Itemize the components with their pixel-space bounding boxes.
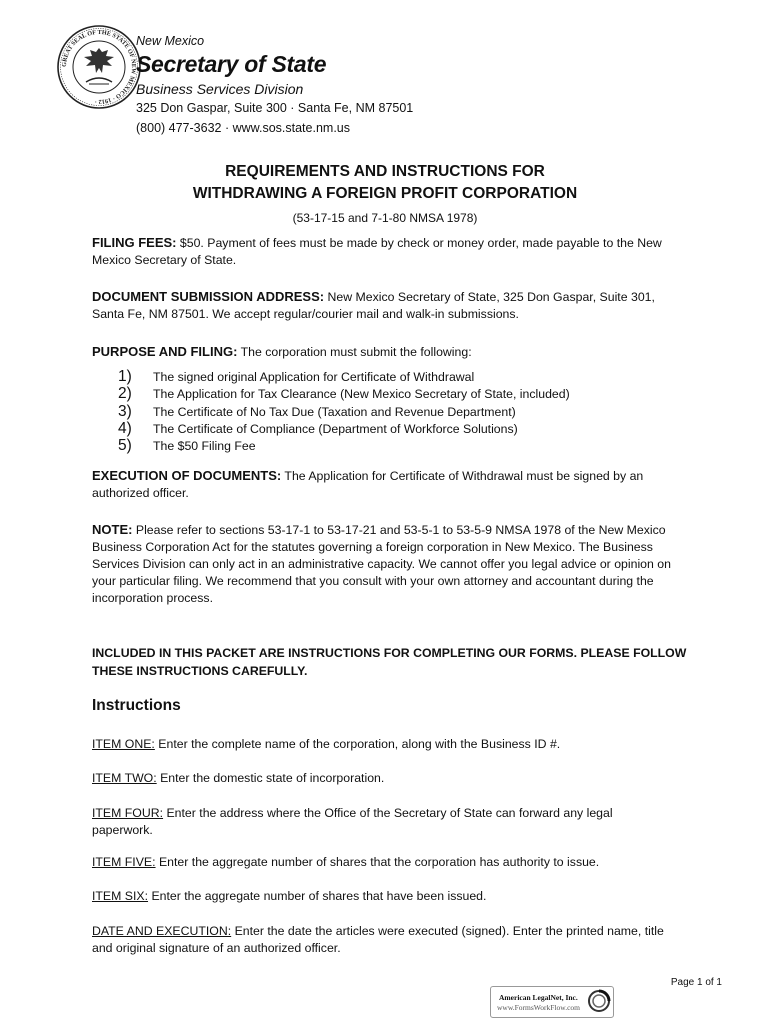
instruction-text: Enter the aggregate number of shares that the corporation has authority to issue. — [155, 855, 600, 869]
instruction-item — [92, 805, 632, 839]
office-contact: (800) 477-3632 · www.sos.state.nm.us — [136, 121, 350, 135]
execution-label: EXECUTION OF DOCUMENTS: — [92, 468, 282, 483]
division-name: Business Services Division — [136, 81, 304, 97]
filing-fees-paragraph — [92, 234, 682, 269]
publisher-url[interactable]: www.FormsWorkFlow.com — [497, 1003, 581, 1012]
list-item — [118, 403, 678, 420]
list-item — [118, 368, 678, 385]
instruction-text: Enter the address where the Office of the Secretary of State can forward any legal paperwork. — [92, 806, 613, 837]
purpose-paragraph — [92, 343, 682, 361]
instruction-item — [92, 736, 692, 753]
instruction-item — [92, 923, 687, 957]
publisher-stamp — [490, 986, 614, 1018]
letterhead — [136, 33, 413, 138]
purpose-text: The corporation must submit the following: — [237, 345, 472, 359]
document-title-line-2: WITHDRAWING A FOREIGN PROFIT CORPORATION — [192, 185, 578, 202]
instructions-heading: Instructions — [92, 697, 181, 714]
list-item — [118, 420, 678, 437]
instruction-item — [92, 770, 692, 787]
instruction-text: Enter the date the articles were executed (signed). Enter the printed name, title and original signature of an authorized officer. — [92, 924, 664, 955]
submission-address-label: DOCUMENT SUBMISSION ADDRESS: — [92, 289, 325, 304]
publisher-name: American LegalNet, Inc. — [499, 993, 578, 1002]
list-item-number: 2) — [118, 385, 132, 403]
great-seal-of-new-mexico-icon — [56, 24, 142, 110]
note-paragraph — [92, 521, 682, 607]
page-number: Page 1 of 1 — [670, 977, 722, 988]
packet-notice: INCLUDED IN THIS PACKET ARE INSTRUCTIONS FOR COMPLETING OUR FORMS. PLEASE FOLLOW THESE INSTRUCTIONS CAREFULLY. — [92, 646, 687, 678]
instruction-text: Enter the complete name of the corporation, along with the Business ID #. — [154, 737, 561, 751]
list-item — [118, 385, 678, 402]
note-text: Please refer to sections 53-17-1 to 53-17-21 and 53-5-1 to 53-5-9 NMSA 1978 of the New Mexico Business Corporation Act for the statutes governing a foreign corporation in New Mexico. The Business Services Division can only act in an administrative capacity. We cannot offer you legal advice or opinion on your particular filing. We recommend that you consult with your own attorney and accountant during the incorporation process. — [92, 523, 671, 605]
purpose-label: PURPOSE AND FILING: — [92, 344, 238, 359]
list-item-text: The Application for Tax Clearance (New Mexico Secretary of State, included) — [153, 387, 570, 402]
filing-fees-label: FILING FEES: — [92, 235, 177, 250]
instruction-label: ITEM TWO: — [92, 771, 157, 785]
instruction-text: Enter the domestic state of incorporation. — [156, 771, 385, 785]
instruction-item — [92, 888, 692, 905]
list-item-text: The signed original Application for Certificate of Withdrawal — [153, 370, 475, 384]
list-item-number: 4) — [118, 419, 132, 437]
seal-text: GREAT SEAL OF THE STATE OF NEW MEXICO · 1912 · — [60, 28, 138, 106]
instruction-label: ITEM FOUR: — [92, 806, 164, 820]
list-item — [118, 437, 678, 454]
office-name: Secretary of State — [136, 51, 327, 77]
list-item-number: 1) — [118, 368, 132, 385]
list-item-number: 3) — [118, 402, 132, 420]
instruction-item — [92, 854, 692, 871]
note-label: NOTE: — [92, 522, 133, 537]
execution-text: The Application for Certificate of Withdrawal must be signed by an authorized officer. — [92, 469, 644, 500]
state-name: New Mexico — [136, 34, 205, 48]
list-item-text: The Certificate of No Tax Due (Taxation and Revenue Department) — [153, 404, 516, 419]
document-title-line-1: REQUIREMENTS AND INSTRUCTIONS FOR — [225, 163, 545, 180]
list-item-number: 5) — [118, 437, 132, 455]
instruction-label: DATE AND EXECUTION: — [92, 924, 232, 938]
instruction-label: ITEM SIX: — [92, 889, 149, 903]
statute-citation: (53-17-15 and 7-1-80 NMSA 1978) — [292, 211, 478, 225]
instruction-label: ITEM FIVE: — [92, 855, 156, 869]
requirements-list — [118, 368, 678, 454]
instruction-text: Enter the aggregate number of shares that have been issued. — [148, 889, 487, 903]
submission-address-paragraph — [92, 288, 682, 323]
list-item-text: The $50 Filing Fee — [153, 439, 256, 454]
office-address: 325 Don Gaspar, Suite 300 · Santa Fe, NM 87501 — [136, 101, 414, 115]
list-item-text: The Certificate of Compliance (Department of Workforce Solutions) — [153, 421, 518, 436]
formsworkflow-logo-icon — [587, 989, 611, 1013]
filing-fees-text: $50. Payment of fees must be made by check or money order, made payable to the New Mexico Secretary of State. — [92, 236, 662, 267]
execution-paragraph — [92, 467, 682, 502]
instruction-label: ITEM ONE: — [92, 737, 155, 751]
submission-address-text: New Mexico Secretary of State, 325 Don Gaspar, Suite 301, Santa Fe, NM 87501. We accept regular/courier mail and walk-in submissions. — [92, 290, 655, 321]
